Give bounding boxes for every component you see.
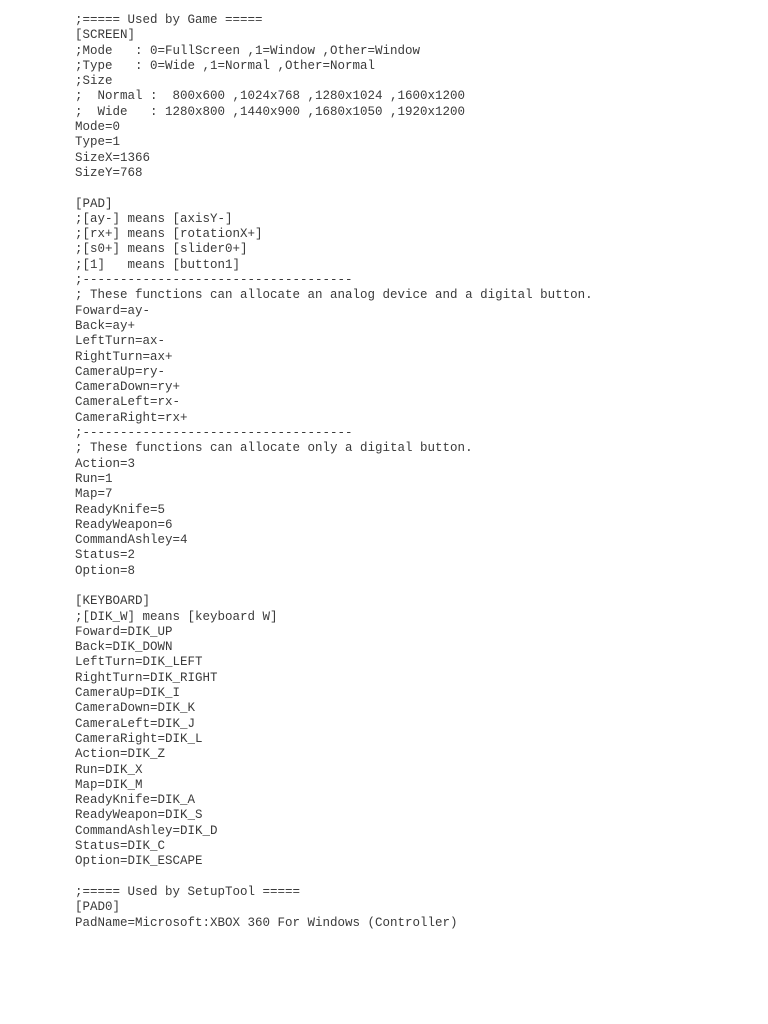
comment-line: ; Wide : 1280x800 ,1440x900 ,1680x1050 ,1920x1200	[75, 104, 466, 119]
setting-line: ReadyKnife=5	[75, 502, 166, 517]
blank-line	[75, 181, 593, 196]
section-header: [PAD0]	[75, 900, 121, 915]
setting-line: Option=DIK_ESCAPE	[75, 854, 203, 869]
setting-line: Map=DIK_M	[75, 777, 143, 792]
comment-line: ;[s0+] means [slider0+]	[75, 242, 248, 257]
setting-line: CommandAshley=DIK_D	[75, 823, 218, 838]
comment-line: ; Normal : 800x600 ,1024x768 ,1280x1024 ,1600x1200	[75, 89, 466, 104]
section-header: [PAD]	[75, 196, 113, 211]
setting-line: Action=3	[75, 456, 136, 471]
comment-line: ;[ay-] means [axisY-]	[75, 211, 233, 226]
setting-line: Action=DIK_Z	[75, 747, 166, 762]
setting-line: CameraLeft=rx-	[75, 395, 181, 410]
setting-line: Status=2	[75, 548, 136, 563]
comment-line: ;Type : 0=Wide ,1=Normal ,Other=Normal	[75, 58, 376, 73]
comment-line: ;===== Used by Game =====	[75, 13, 263, 27]
setting-line: ReadyWeapon=DIK_S	[75, 808, 203, 823]
comment-line: ; These functions can allocate an analog device and a digital button.	[75, 288, 593, 303]
setting-line: RightTurn=DIK_RIGHT	[75, 670, 218, 685]
comment-line: ;Mode : 0=FullScreen ,1=Window ,Other=Window	[75, 43, 421, 58]
blank-line	[75, 870, 593, 885]
comment-line: ;[rx+] means [rotationX+]	[75, 227, 263, 242]
setting-line: Run=1	[75, 471, 113, 486]
comment-line: ;------------------------------------	[75, 426, 353, 441]
setting-line: Back=ay+	[75, 318, 136, 333]
setting-line: Foward=DIK_UP	[75, 624, 173, 639]
setting-line: CameraDown=DIK_K	[75, 701, 196, 716]
setting-line: CameraDown=ry+	[75, 380, 181, 395]
setting-line: SizeX=1366	[75, 150, 151, 165]
setting-line: RightTurn=ax+	[75, 349, 173, 364]
setting-line: CameraLeft=DIK_J	[75, 716, 196, 731]
setting-line: LeftTurn=DIK_LEFT	[75, 655, 203, 670]
setting-line: CameraRight=rx+	[75, 410, 188, 425]
setting-line: ReadyKnife=DIK_A	[75, 793, 196, 808]
comment-line: ; These functions can allocate only a digital button.	[75, 441, 473, 456]
setting-line: Option=8	[75, 563, 136, 578]
setting-line: Back=DIK_DOWN	[75, 640, 173, 655]
config-text	[75, 13, 593, 931]
setting-line: Type=1	[75, 135, 121, 150]
section-header: [KEYBOARD]	[75, 594, 151, 609]
setting-line: CameraUp=DIK_I	[75, 686, 181, 701]
setting-line: CommandAshley=4	[75, 533, 188, 548]
setting-line: PadName=Microsoft:XBOX 360 For Windows (Controller)	[75, 915, 458, 930]
setting-line: Foward=ay-	[75, 303, 151, 318]
setting-line: CameraRight=DIK_L	[75, 731, 203, 746]
comment-line: ;Size	[75, 74, 113, 89]
setting-line: Mode=0	[75, 120, 121, 135]
setting-line: LeftTurn=ax-	[75, 334, 166, 349]
comment-line: ;===== Used by SetupTool =====	[75, 884, 301, 899]
setting-line: CameraUp=ry-	[75, 364, 166, 379]
setting-line: ReadyWeapon=6	[75, 517, 173, 532]
comment-line: ;[1] means [button1]	[75, 257, 241, 272]
section-header: [SCREEN]	[75, 28, 136, 43]
setting-line: Run=DIK_X	[75, 762, 143, 777]
comment-line: ;------------------------------------	[75, 273, 353, 288]
comment-line: ;[DIK_W] means [keyboard W]	[75, 609, 278, 624]
blank-line	[75, 579, 593, 594]
setting-line: Status=DIK_C	[75, 839, 166, 854]
setting-line: Map=7	[75, 487, 113, 502]
setting-line: SizeY=768	[75, 165, 143, 180]
